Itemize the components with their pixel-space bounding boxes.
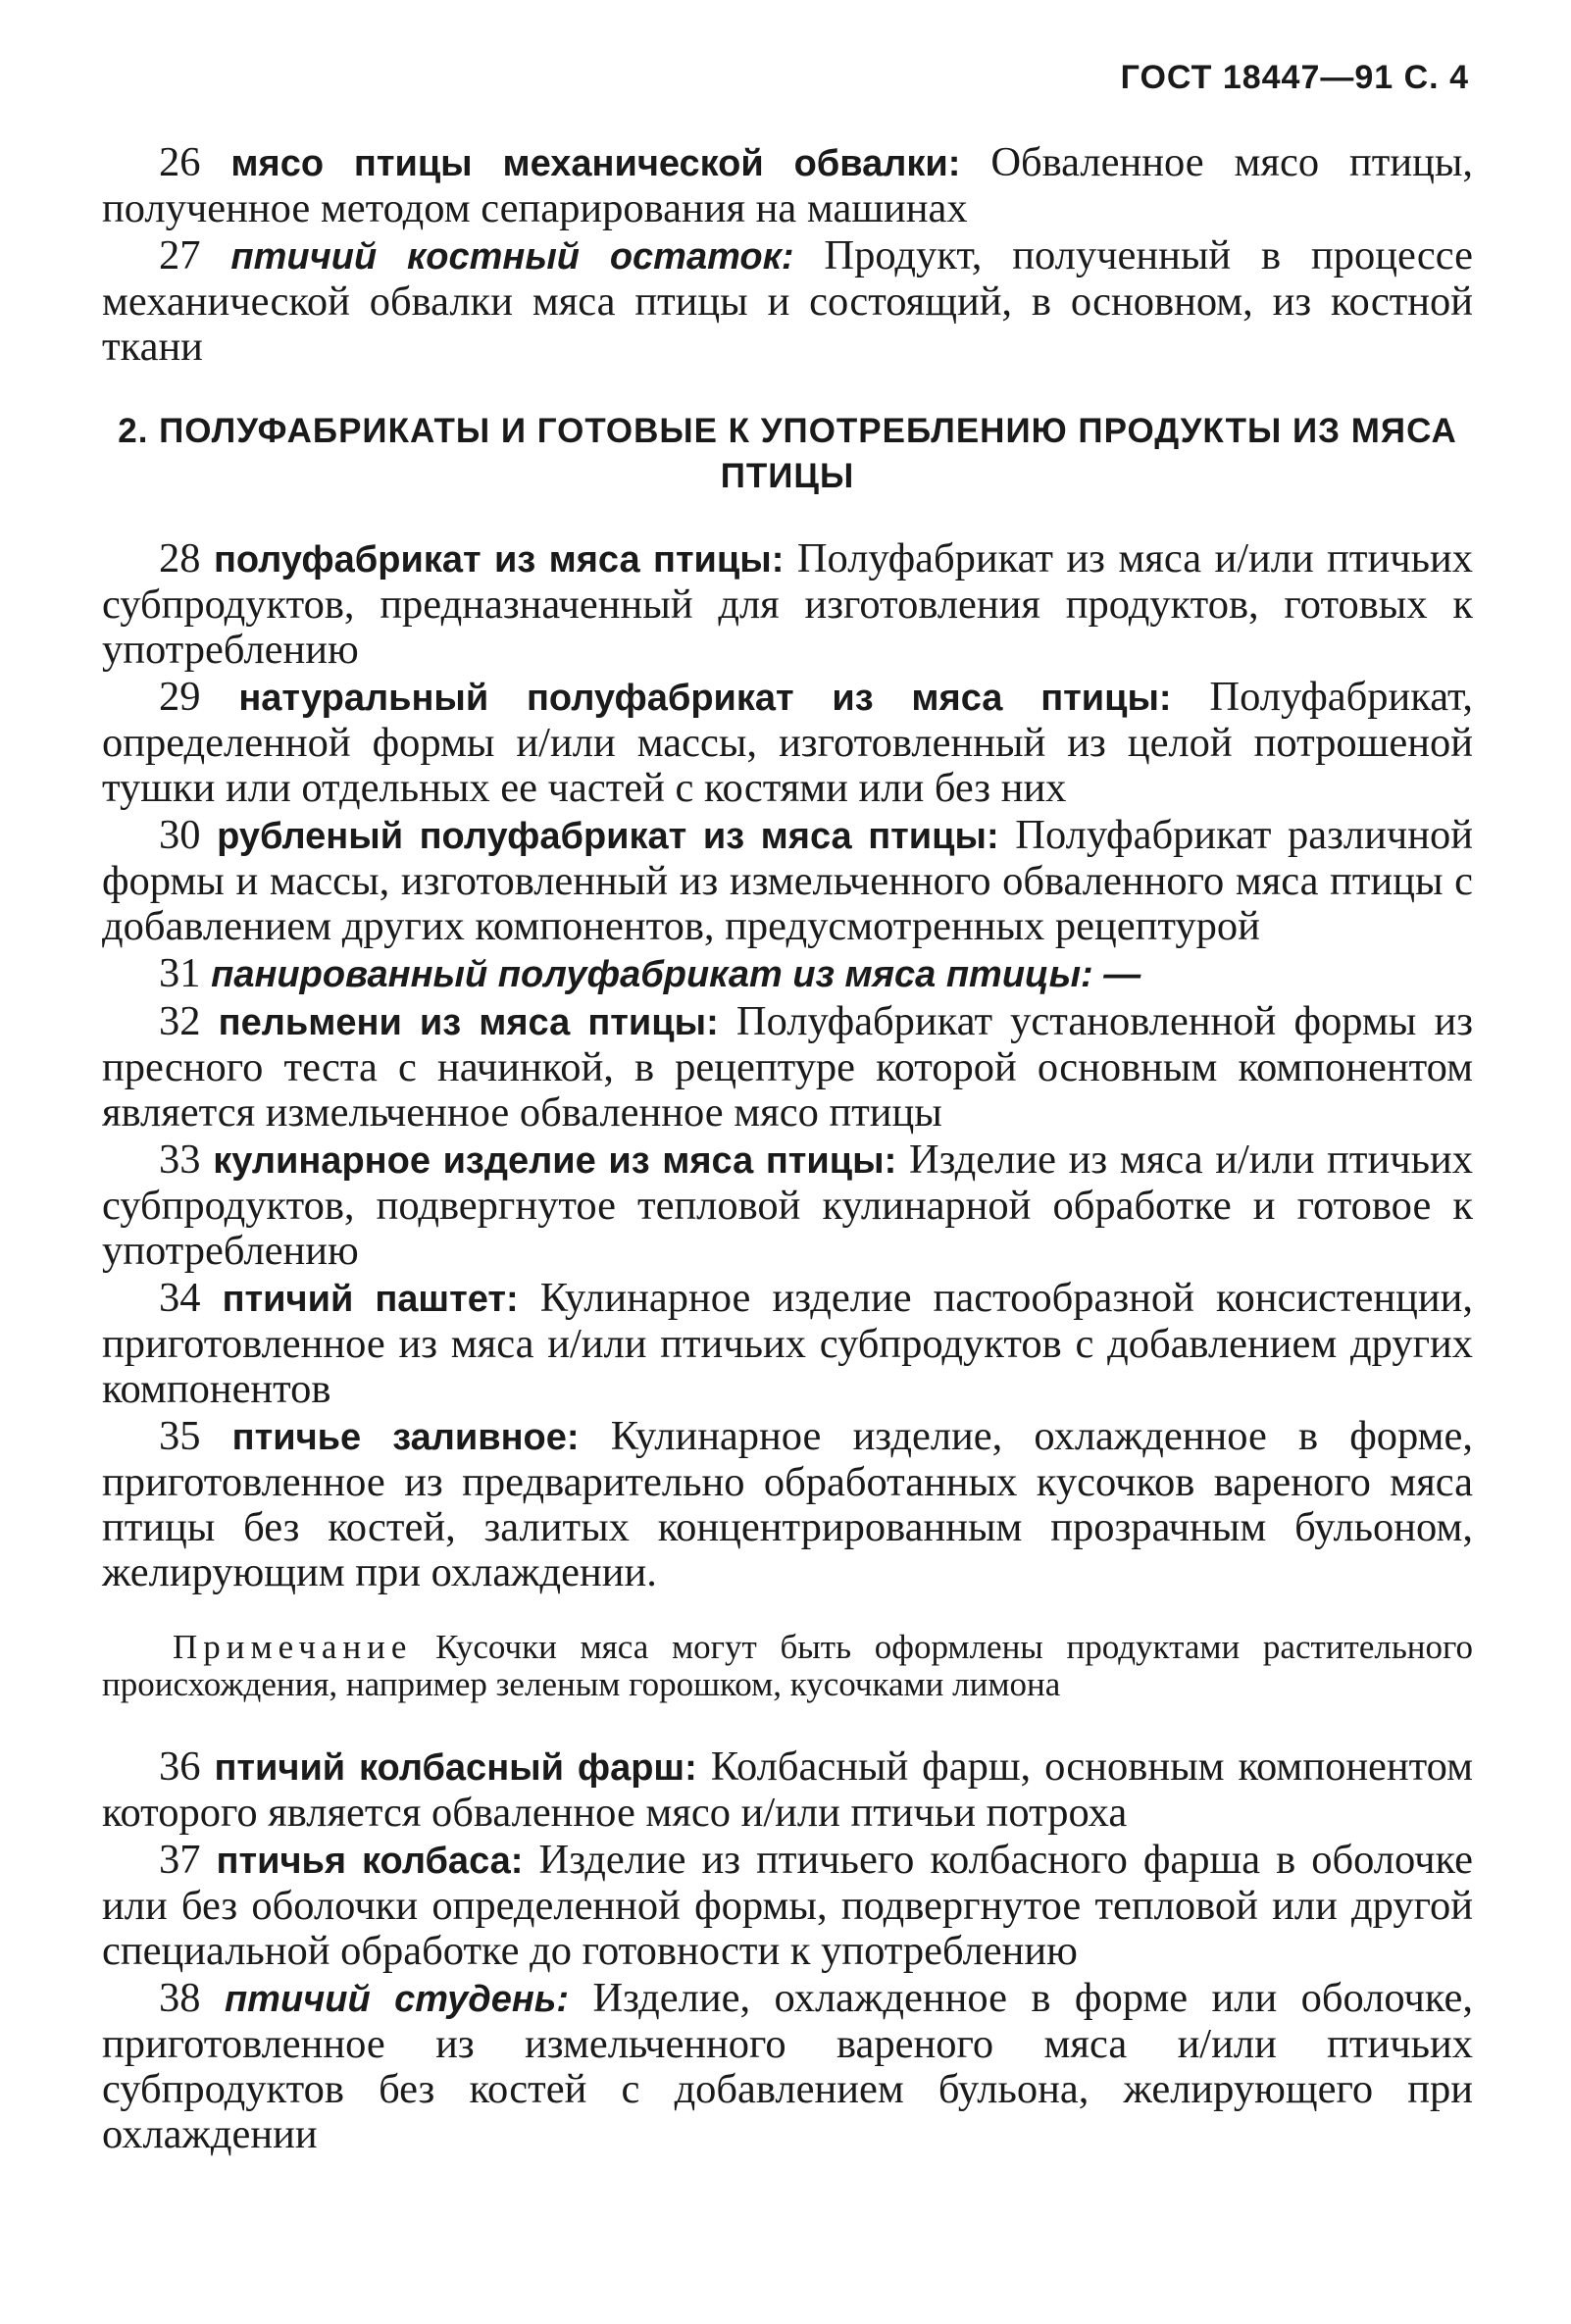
term-definition: Полуфабрикат, определенной формы и/или массы, изготовленный из целой потрошеной тушки или отдельных ее частей с костями или без них — [102, 674, 1473, 811]
term-33 — [102, 1137, 1473, 1274]
term-name: панированный полуфабрикат из мяса птицы: — — [211, 954, 1141, 995]
term-number: 27 — [159, 232, 201, 278]
term-definition: Кулинарное изделие пастообразной консистенции, приготовленное из мяса и/или птичьих субпродуктов с добавлением других компонентов — [102, 1275, 1473, 1412]
term-number: 34 — [159, 1275, 201, 1321]
term-definition: Колбасный фарш, основным компонентом которого является обваленное мясо и/или птичьи потроха — [102, 1743, 1474, 1836]
term-number: 37 — [159, 1837, 201, 1883]
term-37 — [102, 1838, 1473, 1974]
note-text: Кусочки мяса могут быть оформлены продуктами растительного происхождения, например зеленым горошком, кусочками лимона — [102, 1628, 1473, 1703]
term-name: птичья колбаса: — [216, 1841, 524, 1882]
term-definition: Изделие, охлажденное в форме или оболочке, приготовленное из измельченного вареного мяса и/или птичьих субпродуктов без костей с добавлением бульона, желирующего при охлаждении — [102, 1975, 1474, 2157]
term-35 — [102, 1414, 1473, 1595]
term-name: птичье заливное: — [231, 1417, 580, 1458]
term-definition: Изделие из мяса и/или птичьих субпродуктов, подвергнутое тепловой кулинарной обработке и готовое к употреблению — [102, 1137, 1473, 1274]
term-32 — [102, 999, 1473, 1136]
term-number: 28 — [159, 535, 201, 581]
term-29 — [102, 675, 1473, 811]
term-number: 33 — [159, 1137, 201, 1183]
term-number: 31 — [159, 950, 201, 996]
term-name: кулинарное изделие из мяса птицы: — [213, 1140, 897, 1182]
note-label: Примечание — [173, 1628, 413, 1666]
term-38 — [102, 1976, 1473, 2157]
term-name: пельмени из мяса птицы: — [218, 1002, 719, 1043]
term-name: птичий костный остаток: — [230, 236, 794, 278]
term-27 — [102, 233, 1473, 370]
term-definition: Обваленное мясо птицы, полученное методом сепарирования на машинах — [102, 139, 1473, 231]
running-header: ГОСТ 18447—91 С. 4 — [1120, 59, 1469, 96]
term-name: рубленый полуфабрикат из мяса птицы: — [217, 816, 999, 857]
term-30 — [102, 813, 1473, 949]
term-31 — [102, 951, 1473, 997]
term-36 — [102, 1744, 1473, 1836]
note — [102, 1629, 1473, 1703]
term-34 — [102, 1276, 1473, 1412]
term-definition: Полуфабрикат из мяса и/или птичьих субпродуктов, предназначенный для изготовления продуктов, готовых к употреблению — [102, 535, 1473, 673]
term-name: птичий паштет: — [222, 1279, 519, 1320]
term-28 — [102, 536, 1473, 673]
term-number: 29 — [159, 674, 201, 720]
term-number: 38 — [159, 1975, 201, 2021]
section-title: 2. ПОЛУФАБРИКАТЫ И ГОТОВЫЕ К УПОТРЕБЛЕНИЮ ПРОДУКТЫ ИЗ МЯСА ПТИЦЫ — [118, 412, 1457, 495]
term-definition: Изделие из птичьего колбасного фарша в оболочке или без оболочки определенной формы, подвергнутое тепловой или другой специальной обработке до готовности к употреблению — [102, 1837, 1473, 1974]
term-name: мясо птицы механической обвалки: — [230, 143, 961, 184]
term-number: 26 — [159, 139, 201, 185]
term-definition: Полуфабрикат различной формы и массы, изготовленный из измельченного обваленного мяса птицы с добавлением других компонентов, предусмотренных рецептурой — [102, 812, 1474, 949]
term-definition: Полуфабрикат установленной формы из пресного теста с начинкой, в рецептуре которой основным компонентом является измельченное обваленное мясо птицы — [102, 998, 1473, 1136]
term-number: 36 — [159, 1743, 201, 1790]
term-26 — [102, 140, 1473, 231]
term-name: птичий студень: — [224, 1979, 569, 2020]
term-number: 32 — [159, 998, 201, 1044]
term-name: натуральный полуфабрикат из мяса птицы: — [238, 678, 1172, 719]
term-number: 30 — [159, 812, 201, 858]
term-definition: Кулинарное изделие, охлажденное в форме, приготовленное из предварительно обработанных кусочков вареного мяса птицы без костей, залитых концентрированным прозрачным бульоном, желирующим при охлаждении. — [102, 1413, 1474, 1595]
term-name: полуфабрикат из мяса птицы: — [213, 539, 785, 581]
term-name: птичий колбасный фарш: — [214, 1747, 697, 1789]
term-number: 35 — [159, 1413, 201, 1459]
term-definition: Продукт, полученный в процессе механической обвалки мяса птицы и состоящий, в основном, из костной ткани — [102, 232, 1474, 370]
